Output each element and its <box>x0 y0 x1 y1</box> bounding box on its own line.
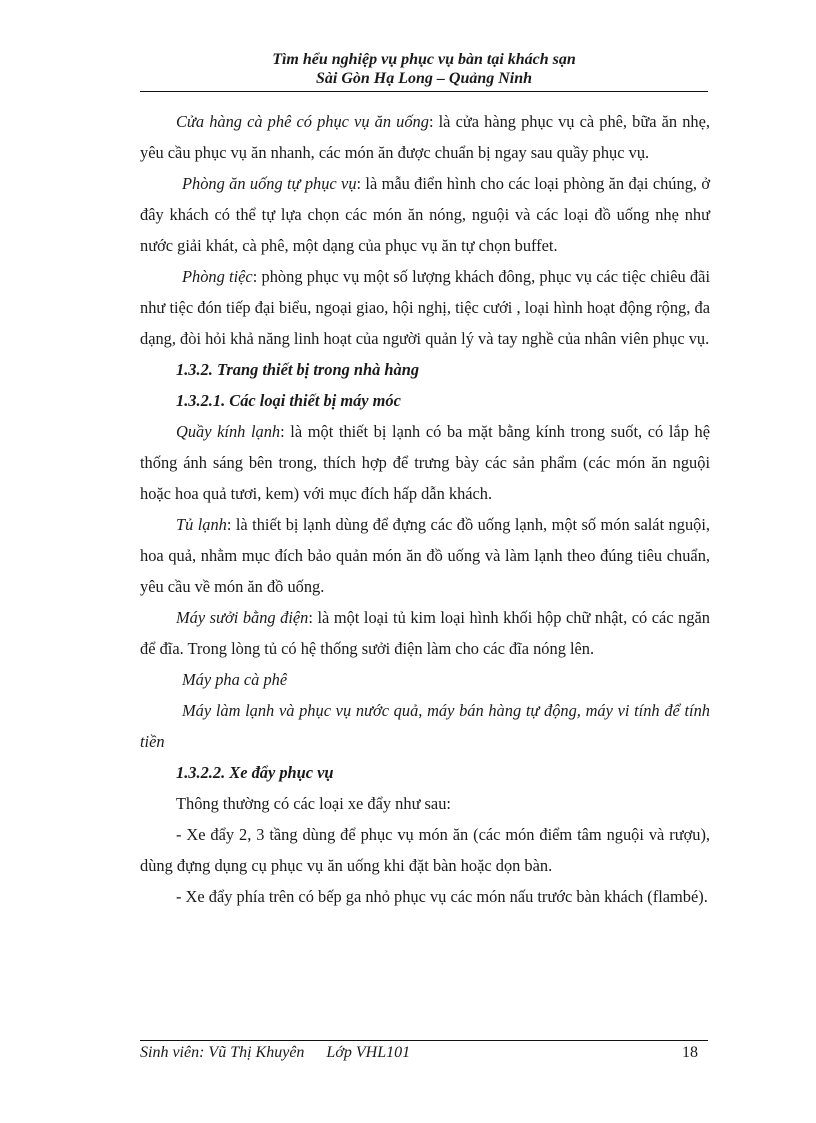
term-heater: Máy sưởi bằng điện <box>176 608 309 627</box>
paragraph-cafe <box>140 106 710 168</box>
text-banquet: : phòng phục vụ một số lượng khách đông, phục vụ các tiệc chiêu đãi như tiệc đón tiếp đại biểu, ngoại giao, hội nghị, tiệc cưới , loại hình hoạt động rộng, đa dạng, đòi hỏi khả năng linh hoạt của người quản lý và tay nghề của nhân viên phục vụ. <box>140 267 710 348</box>
paragraph-cooling-machines: Máy làm lạnh và phục vụ nước quả, máy bán hàng tự động, máy vi tính để tính tiền <box>140 701 710 751</box>
footer-student-name: Sinh viên: Vũ Thị Khuyên <box>140 1044 305 1061</box>
term-self-service: Phòng ăn uống tự phục vụ <box>182 174 357 193</box>
paragraph-coffee-machine: Máy pha cà phê <box>182 670 288 689</box>
page-header <box>140 50 708 88</box>
text-fridge: : là thiết bị lạnh dùng để đựng các đồ uống lạnh, một số món salát nguội, hoa quả, nhằm mục đích bảo quản món ăn đồ uống và làm lạnh theo đúng tiêu chuẩn, yêu cầu về món ăn đồ uống. <box>140 515 710 596</box>
header-title-line-1: Tìm hểu nghiệp vụ phục vụ bàn tại khách sạn <box>272 51 576 68</box>
header-title-line-2: Sài Gòn Hạ Long – Quảng Ninh <box>315 70 533 87</box>
heading-1-3-2-1: 1.3.2.1. Các loại thiết bị máy móc <box>176 391 401 410</box>
paragraph-trolley-intro: Thông thường có các loại xe đẩy như sau: <box>176 794 451 813</box>
page-footer <box>140 1043 708 1063</box>
text-heater: : là một loại tủ kim loại hình khối hộp chữ nhật, có các ngăn để đĩa. Trong lòng tủ có hệ thống sưởi điện làm cho các đĩa nóng lên. <box>140 608 710 658</box>
text-display-fridge: : là một thiết bị lạnh có ba mặt bằng kính trong suốt, có lắp hệ thống ánh sáng bên trong, thích hợp để trưng bày các sản phẩm (các món ăn nguội hoặc hoa quả tươi, kem) với mục đích hấp dẫn khách. <box>140 422 711 503</box>
footer-divider <box>140 1040 708 1041</box>
paragraph-self-service <box>140 168 710 261</box>
paragraph-heater <box>140 602 710 664</box>
heading-1-3-2: 1.3.2. Trang thiết bị trong nhà hàng <box>176 360 420 379</box>
text-cafe: : là cửa hàng phục vụ cà phê, bữa ăn nhẹ, yêu cầu phục vụ ăn nhanh, các món ăn được chuẩn bị ngay sau quầy phục vụ. <box>140 112 710 162</box>
footer-class: Lớp VHL101 <box>326 1044 411 1061</box>
list-item-trolley-gas: - Xe đẩy phía trên có bếp ga nhỏ phục vụ các món nấu trước bàn khách (flambé). <box>176 887 708 906</box>
text-self-service: : là mẫu điển hình cho các loại phòng ăn đại chúng, ở đây khách có thể tự lựa chọn các món ăn nóng, nguội và các loại đồ uống nhẹ như nước giải khát, cà phê, một dạng của phục vụ ăn tự chọn buffet. <box>140 174 711 255</box>
paragraph-banquet <box>140 261 710 354</box>
term-display-fridge: Quầy kính lạnh <box>176 422 281 441</box>
paragraph-fridge <box>140 509 710 602</box>
page-number: 18 <box>682 1044 698 1061</box>
header-divider <box>140 91 708 92</box>
document-body <box>140 106 710 912</box>
list-item-trolley-tiers: - Xe đẩy 2, 3 tầng dùng để phục vụ món ăn (các món điểm tâm nguội và rượu), dùng đựng dụng cụ phục vụ ăn uống khi đặt bàn hoặc dọn bàn. <box>140 825 710 875</box>
term-banquet: Phòng tiệc <box>182 267 253 286</box>
term-cafe: Cửa hàng cà phê có phục vụ ăn uống <box>176 112 429 131</box>
heading-1-3-2-2: 1.3.2.2. Xe đẩy phục vụ <box>176 763 334 782</box>
term-fridge: Tủ lạnh <box>176 515 227 534</box>
paragraph-display-fridge <box>140 416 710 509</box>
